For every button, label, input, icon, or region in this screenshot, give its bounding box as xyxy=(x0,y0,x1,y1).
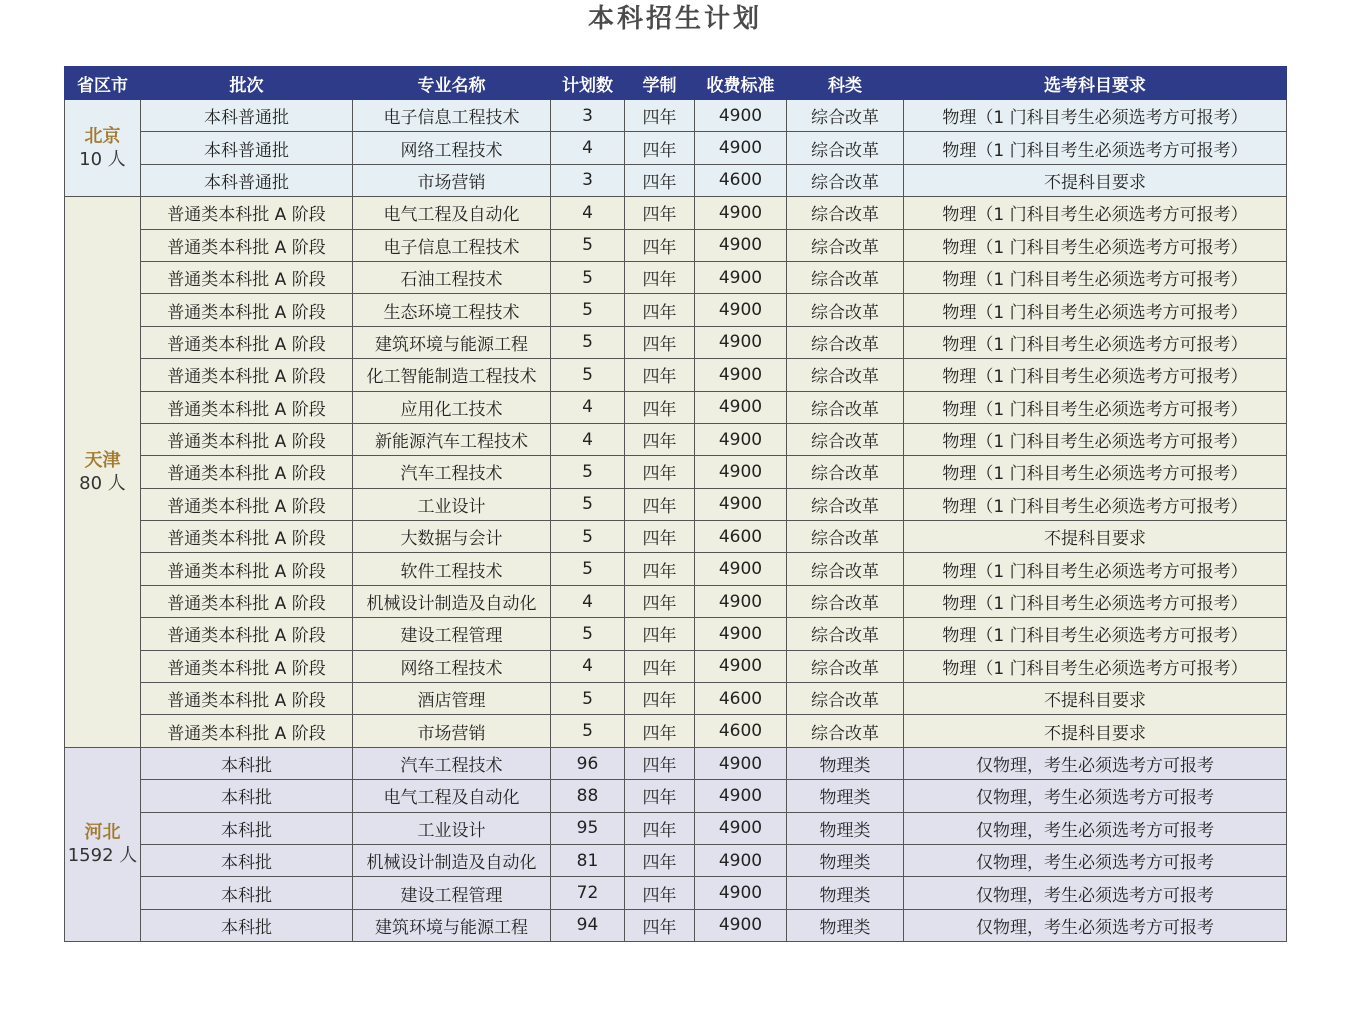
subject-requirement-cell: 不提科目要求 xyxy=(904,683,1287,715)
subject-requirement-cell: 物理（1 门科目考生必须选考方可报考） xyxy=(904,294,1287,326)
table-row xyxy=(65,456,1287,488)
subject-requirement-cell: 仅物理，考生必须选考方可报考 xyxy=(904,812,1287,844)
duration-cell: 四年 xyxy=(625,229,695,261)
category-cell: 综合改革 xyxy=(787,229,904,261)
tuition-cell: 4900 xyxy=(695,359,787,391)
batch-cell: 普通类本科批 A 阶段 xyxy=(141,521,353,553)
table-row xyxy=(65,780,1287,812)
plan-count-cell: 72 xyxy=(551,877,625,909)
table-row xyxy=(65,747,1287,779)
plan-count-cell: 5 xyxy=(551,229,625,261)
batch-cell: 本科普通批 xyxy=(141,132,353,164)
batch-cell: 普通类本科批 A 阶段 xyxy=(141,618,353,650)
category-cell: 综合改革 xyxy=(787,585,904,617)
batch-cell: 本科普通批 xyxy=(141,100,353,132)
subject-requirement-cell: 仅物理，考生必须选考方可报考 xyxy=(904,909,1287,941)
header-row xyxy=(65,67,1287,100)
major-cell: 化工智能制造工程技术 xyxy=(353,359,551,391)
subject-requirement-cell: 物理（1 门科目考生必须选考方可报考） xyxy=(904,261,1287,293)
header-duration: 学制 xyxy=(625,67,695,100)
subject-requirement-cell: 仅物理，考生必须选考方可报考 xyxy=(904,780,1287,812)
tuition-cell: 4900 xyxy=(695,844,787,876)
tuition-cell: 4900 xyxy=(695,423,787,455)
category-cell: 综合改革 xyxy=(787,294,904,326)
subject-requirement-cell: 物理（1 门科目考生必须选考方可报考） xyxy=(904,456,1287,488)
batch-cell: 本科批 xyxy=(141,844,353,876)
table-row xyxy=(65,164,1287,196)
tuition-cell: 4900 xyxy=(695,294,787,326)
subject-requirement-cell: 物理（1 门科目考生必须选考方可报考） xyxy=(904,553,1287,585)
table-row xyxy=(65,909,1287,941)
table-row xyxy=(65,812,1287,844)
duration-cell: 四年 xyxy=(625,326,695,358)
tuition-cell: 4600 xyxy=(695,521,787,553)
duration-cell: 四年 xyxy=(625,747,695,779)
tuition-cell: 4900 xyxy=(695,456,787,488)
duration-cell: 四年 xyxy=(625,197,695,229)
table-row xyxy=(65,229,1287,261)
header-batch: 批次 xyxy=(141,67,353,100)
duration-cell: 四年 xyxy=(625,683,695,715)
batch-cell: 本科批 xyxy=(141,909,353,941)
plan-count-cell: 4 xyxy=(551,650,625,682)
category-cell: 综合改革 xyxy=(787,197,904,229)
table-row xyxy=(65,391,1287,423)
table-row xyxy=(65,294,1287,326)
plan-count-cell: 3 xyxy=(551,100,625,132)
province-name: 北京 xyxy=(84,126,121,148)
province-quota: 10 人 xyxy=(79,149,126,171)
province-name: 天津 xyxy=(84,449,121,471)
table-row xyxy=(65,261,1287,293)
duration-cell: 四年 xyxy=(625,261,695,293)
subject-requirement-cell: 物理（1 门科目考生必须选考方可报考） xyxy=(904,618,1287,650)
table-row xyxy=(65,359,1287,391)
major-cell: 网络工程技术 xyxy=(353,650,551,682)
table-row xyxy=(65,100,1287,132)
duration-cell: 四年 xyxy=(625,715,695,747)
subject-requirement-cell: 物理（1 门科目考生必须选考方可报考） xyxy=(904,488,1287,520)
category-cell: 综合改革 xyxy=(787,456,904,488)
duration-cell: 四年 xyxy=(625,812,695,844)
subject-requirement-cell: 物理（1 门科目考生必须选考方可报考） xyxy=(904,359,1287,391)
category-cell: 综合改革 xyxy=(787,132,904,164)
major-cell: 生态环境工程技术 xyxy=(353,294,551,326)
duration-cell: 四年 xyxy=(625,164,695,196)
tuition-cell: 4900 xyxy=(695,747,787,779)
major-cell: 建设工程管理 xyxy=(353,877,551,909)
batch-cell: 普通类本科批 A 阶段 xyxy=(141,650,353,682)
tuition-cell: 4900 xyxy=(695,909,787,941)
batch-cell: 本科批 xyxy=(141,747,353,779)
admission-plan-table xyxy=(64,66,1287,942)
table-row xyxy=(65,521,1287,553)
major-cell: 建筑环境与能源工程 xyxy=(353,909,551,941)
tuition-cell: 4900 xyxy=(695,229,787,261)
header-subject-requirement: 选考科目要求 xyxy=(904,67,1287,100)
category-cell: 物理类 xyxy=(787,812,904,844)
province-quota: 1592 人 xyxy=(67,845,138,867)
duration-cell: 四年 xyxy=(625,391,695,423)
major-cell: 应用化工技术 xyxy=(353,391,551,423)
header-plan-count: 计划数 xyxy=(551,67,625,100)
batch-cell: 普通类本科批 A 阶段 xyxy=(141,229,353,261)
category-cell: 综合改革 xyxy=(787,715,904,747)
batch-cell: 本科批 xyxy=(141,812,353,844)
table-row xyxy=(65,326,1287,358)
tuition-cell: 4600 xyxy=(695,715,787,747)
batch-cell: 普通类本科批 A 阶段 xyxy=(141,359,353,391)
subject-requirement-cell: 物理（1 门科目考生必须选考方可报考） xyxy=(904,229,1287,261)
duration-cell: 四年 xyxy=(625,877,695,909)
batch-cell: 普通类本科批 A 阶段 xyxy=(141,488,353,520)
major-cell: 工业设计 xyxy=(353,812,551,844)
batch-cell: 普通类本科批 A 阶段 xyxy=(141,261,353,293)
header-tuition: 收费标准 xyxy=(695,67,787,100)
category-cell: 综合改革 xyxy=(787,100,904,132)
category-cell: 综合改革 xyxy=(787,261,904,293)
duration-cell: 四年 xyxy=(625,521,695,553)
major-cell: 汽车工程技术 xyxy=(353,747,551,779)
major-cell: 建筑环境与能源工程 xyxy=(353,326,551,358)
subject-requirement-cell: 仅物理，考生必须选考方可报考 xyxy=(904,844,1287,876)
table-row xyxy=(65,618,1287,650)
subject-requirement-cell: 物理（1 门科目考生必须选考方可报考） xyxy=(904,326,1287,358)
major-cell: 市场营销 xyxy=(353,164,551,196)
category-cell: 物理类 xyxy=(787,844,904,876)
subject-requirement-cell: 不提科目要求 xyxy=(904,164,1287,196)
subject-requirement-cell: 仅物理，考生必须选考方可报考 xyxy=(904,747,1287,779)
plan-count-cell: 96 xyxy=(551,747,625,779)
major-cell: 电气工程及自动化 xyxy=(353,197,551,229)
duration-cell: 四年 xyxy=(625,780,695,812)
table-row xyxy=(65,715,1287,747)
subject-requirement-cell: 不提科目要求 xyxy=(904,715,1287,747)
plan-count-cell: 5 xyxy=(551,553,625,585)
category-cell: 综合改革 xyxy=(787,553,904,585)
tuition-cell: 4600 xyxy=(695,164,787,196)
table-row xyxy=(65,650,1287,682)
subject-requirement-cell: 不提科目要求 xyxy=(904,521,1287,553)
batch-cell: 普通类本科批 A 阶段 xyxy=(141,391,353,423)
header-major: 专业名称 xyxy=(353,67,551,100)
plan-count-cell: 5 xyxy=(551,683,625,715)
tuition-cell: 4900 xyxy=(695,553,787,585)
duration-cell: 四年 xyxy=(625,100,695,132)
tuition-cell: 4900 xyxy=(695,391,787,423)
category-cell: 综合改革 xyxy=(787,326,904,358)
duration-cell: 四年 xyxy=(625,132,695,164)
major-cell: 建设工程管理 xyxy=(353,618,551,650)
table-row xyxy=(65,844,1287,876)
table-row xyxy=(65,683,1287,715)
category-cell: 物理类 xyxy=(787,747,904,779)
major-cell: 大数据与会计 xyxy=(353,521,551,553)
batch-cell: 普通类本科批 A 阶段 xyxy=(141,553,353,585)
category-cell: 物理类 xyxy=(787,909,904,941)
batch-cell: 普通类本科批 A 阶段 xyxy=(141,456,353,488)
tuition-cell: 4900 xyxy=(695,618,787,650)
duration-cell: 四年 xyxy=(625,359,695,391)
duration-cell: 四年 xyxy=(625,488,695,520)
batch-cell: 本科批 xyxy=(141,877,353,909)
batch-cell: 普通类本科批 A 阶段 xyxy=(141,294,353,326)
table-row xyxy=(65,585,1287,617)
subject-requirement-cell: 物理（1 门科目考生必须选考方可报考） xyxy=(904,391,1287,423)
batch-cell: 本科批 xyxy=(141,780,353,812)
major-cell: 酒店管理 xyxy=(353,683,551,715)
subject-requirement-cell: 物理（1 门科目考生必须选考方可报考） xyxy=(904,100,1287,132)
batch-cell: 普通类本科批 A 阶段 xyxy=(141,715,353,747)
tuition-cell: 4900 xyxy=(695,100,787,132)
subject-requirement-cell: 物理（1 门科目考生必须选考方可报考） xyxy=(904,423,1287,455)
major-cell: 电子信息工程技术 xyxy=(353,229,551,261)
plan-count-cell: 5 xyxy=(551,261,625,293)
major-cell: 汽车工程技术 xyxy=(353,456,551,488)
plan-count-cell: 4 xyxy=(551,197,625,229)
major-cell: 电气工程及自动化 xyxy=(353,780,551,812)
tuition-cell: 4900 xyxy=(695,650,787,682)
tuition-cell: 4900 xyxy=(695,326,787,358)
tuition-cell: 4600 xyxy=(695,683,787,715)
major-cell: 市场营销 xyxy=(353,715,551,747)
batch-cell: 普通类本科批 A 阶段 xyxy=(141,423,353,455)
duration-cell: 四年 xyxy=(625,553,695,585)
duration-cell: 四年 xyxy=(625,844,695,876)
category-cell: 综合改革 xyxy=(787,423,904,455)
duration-cell: 四年 xyxy=(625,618,695,650)
subject-requirement-cell: 物理（1 门科目考生必须选考方可报考） xyxy=(904,197,1287,229)
tuition-cell: 4900 xyxy=(695,780,787,812)
duration-cell: 四年 xyxy=(625,456,695,488)
category-cell: 综合改革 xyxy=(787,650,904,682)
table-row xyxy=(65,132,1287,164)
province-cell xyxy=(65,747,141,941)
tuition-cell: 4900 xyxy=(695,812,787,844)
major-cell: 机械设计制造及自动化 xyxy=(353,585,551,617)
category-cell: 物理类 xyxy=(787,877,904,909)
major-cell: 工业设计 xyxy=(353,488,551,520)
plan-count-cell: 88 xyxy=(551,780,625,812)
table-row xyxy=(65,423,1287,455)
table-row xyxy=(65,877,1287,909)
subject-requirement-cell: 仅物理，考生必须选考方可报考 xyxy=(904,877,1287,909)
plan-count-cell: 5 xyxy=(551,294,625,326)
tuition-cell: 4900 xyxy=(695,132,787,164)
category-cell: 综合改革 xyxy=(787,488,904,520)
tuition-cell: 4900 xyxy=(695,488,787,520)
tuition-cell: 4900 xyxy=(695,197,787,229)
tuition-cell: 4900 xyxy=(695,877,787,909)
plan-count-cell: 4 xyxy=(551,391,625,423)
category-cell: 综合改革 xyxy=(787,521,904,553)
header-province: 省区市 xyxy=(65,67,141,100)
tuition-cell: 4900 xyxy=(695,585,787,617)
plan-count-cell: 5 xyxy=(551,521,625,553)
plan-count-cell: 81 xyxy=(551,844,625,876)
plan-count-cell: 3 xyxy=(551,164,625,196)
batch-cell: 普通类本科批 A 阶段 xyxy=(141,585,353,617)
subject-requirement-cell: 物理（1 门科目考生必须选考方可报考） xyxy=(904,132,1287,164)
major-cell: 软件工程技术 xyxy=(353,553,551,585)
province-cell xyxy=(65,100,141,197)
table-row xyxy=(65,488,1287,520)
subject-requirement-cell: 物理（1 门科目考生必须选考方可报考） xyxy=(904,650,1287,682)
plan-count-cell: 5 xyxy=(551,359,625,391)
plan-count-cell: 5 xyxy=(551,456,625,488)
plan-count-cell: 94 xyxy=(551,909,625,941)
major-cell: 电子信息工程技术 xyxy=(353,100,551,132)
province-name: 河北 xyxy=(84,822,121,844)
table-row xyxy=(65,197,1287,229)
category-cell: 综合改革 xyxy=(787,618,904,650)
category-cell: 综合改革 xyxy=(787,391,904,423)
duration-cell: 四年 xyxy=(625,294,695,326)
major-cell: 新能源汽车工程技术 xyxy=(353,423,551,455)
batch-cell: 普通类本科批 A 阶段 xyxy=(141,197,353,229)
plan-count-cell: 4 xyxy=(551,132,625,164)
major-cell: 石油工程技术 xyxy=(353,261,551,293)
province-cell xyxy=(65,197,141,748)
major-cell: 网络工程技术 xyxy=(353,132,551,164)
header-category: 科类 xyxy=(787,67,904,100)
category-cell: 综合改革 xyxy=(787,683,904,715)
category-cell: 物理类 xyxy=(787,780,904,812)
province-quota: 80 人 xyxy=(79,472,126,494)
tuition-cell: 4900 xyxy=(695,261,787,293)
table-row xyxy=(65,553,1287,585)
batch-cell: 普通类本科批 A 阶段 xyxy=(141,326,353,358)
batch-cell: 本科普通批 xyxy=(141,164,353,196)
plan-count-cell: 4 xyxy=(551,585,625,617)
plan-count-cell: 5 xyxy=(551,488,625,520)
plan-count-cell: 5 xyxy=(551,715,625,747)
category-cell: 综合改革 xyxy=(787,164,904,196)
duration-cell: 四年 xyxy=(625,650,695,682)
duration-cell: 四年 xyxy=(625,909,695,941)
major-cell: 机械设计制造及自动化 xyxy=(353,844,551,876)
subject-requirement-cell: 物理（1 门科目考生必须选考方可报考） xyxy=(904,585,1287,617)
duration-cell: 四年 xyxy=(625,423,695,455)
plan-count-cell: 95 xyxy=(551,812,625,844)
plan-count-cell: 4 xyxy=(551,423,625,455)
plan-count-cell: 5 xyxy=(551,618,625,650)
category-cell: 综合改革 xyxy=(787,359,904,391)
plan-count-cell: 5 xyxy=(551,326,625,358)
page-title: 本科招生计划 xyxy=(587,4,762,34)
duration-cell: 四年 xyxy=(625,585,695,617)
batch-cell: 普通类本科批 A 阶段 xyxy=(141,683,353,715)
